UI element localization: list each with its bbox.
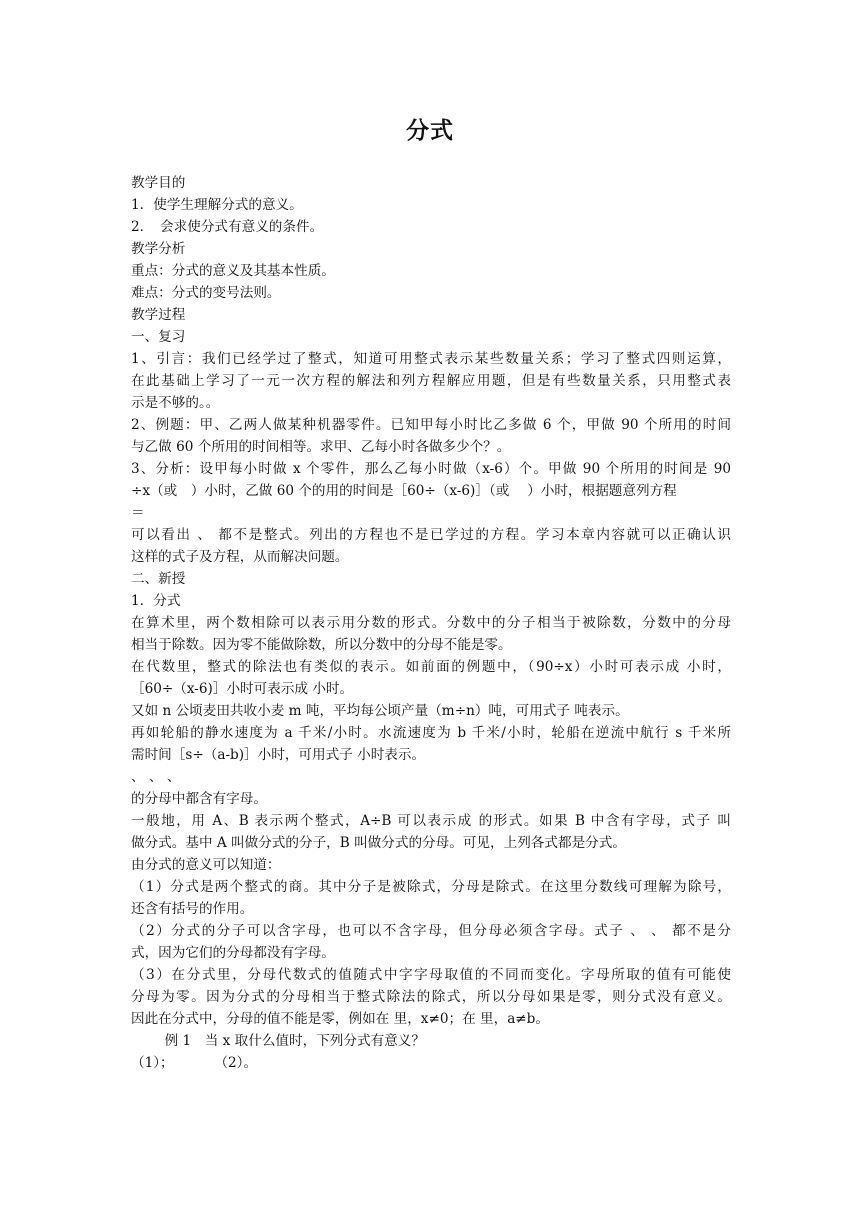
text-line: 2、例题：甲、乙两人做某种机器零件。已知甲每小时比乙多做 6 个，甲做 90 个所用的时间	[131, 417, 731, 433]
text-line: 1、引言：我们已经学过了整式，知道可用整式表示某些数量关系；学习了整式四则运算，	[131, 351, 731, 367]
text-line: 教学过程	[131, 307, 186, 323]
text-line: 2． 会求使分式有意义的条件。	[131, 219, 324, 235]
text-line: 再如轮船的静水速度为 a 千米/小时。水流速度为 b 千米/小时，轮船在逆流中航行 s 千米所	[131, 725, 731, 741]
text-line: 、 、 、	[131, 769, 181, 785]
text-line: ＝	[131, 505, 145, 521]
text-line: ÷x（或 ）小时，乙做 60 个的用的时间是［60÷（x-6)］（或 ）小时，根据题意列方程	[131, 483, 677, 499]
text-line: （1）分式是两个整式的商。其中分子是被除式，分母是除式。在这里分数线可理解为除号，	[131, 879, 731, 895]
text-line: 式，因为它们的分母都没有字母。	[131, 945, 335, 961]
text-line: 还含有括号的作用。	[131, 901, 254, 917]
text-line: 需时间［s÷（a-b)］小时，可用式子 小时表示。	[131, 747, 426, 763]
text-line: （3）在分式里，分母代数式的值随式中字字母取值的不同而变化。字母所取的值有可能使	[131, 967, 731, 983]
text-line: （2）分式的分子可以含字母，也可以不含字母，但分母必须含字母。式子 、 、 都不是分	[131, 923, 731, 939]
text-line: 二、新授	[131, 571, 186, 587]
text-line: 教学分析	[131, 241, 186, 257]
text-line: 又如 n 公顷麦田共收小麦 m 吨，平均每公顷产量（m÷n）吨，可用式子 吨表示。	[131, 703, 629, 719]
text-line: 难点：分式的变号法则。	[131, 285, 281, 301]
text-line: 在代数里，整式的除法也有类似的表示。如前面的例题中，（90÷x）小时可表示成 小时，	[131, 659, 731, 675]
text-line: 示是不够的。。	[131, 395, 220, 411]
text-line: 可以看出 、 都不是整式。列出的方程也不是已学过的方程。学习本章内容就可以正确认识	[131, 527, 731, 543]
text-line: 重点：分式的意义及其基本性质。	[131, 263, 335, 279]
text-line: 由分式的意义可以知道：	[131, 857, 281, 873]
text-line: 做分式。基中 A 叫做分式的分子，B 叫做分式的分母。可见，上列各式都是分式。	[131, 835, 626, 851]
text-line: 一般地，用 A、B 表示两个整式，A÷B 可以表示成 的形式。如果 B 中含有字母，式子 叫	[131, 813, 731, 829]
text-line: 一、复习	[131, 329, 186, 345]
text-line: 1．分式	[131, 593, 181, 609]
text-line: 在此基础上学习了一元一次方程的解法和列方程解应用题，但是有些数量关系，只用整式表	[131, 373, 731, 389]
text-line: 教学目的	[131, 175, 186, 191]
text-line: 分母为零。因为分式的分母相当于整式除法的除式，所以分母如果是零，则分式没有意义。	[131, 989, 731, 1005]
document-body	[131, 172, 731, 1074]
text-line: 这样的式子及方程，从而解决问题。	[131, 549, 349, 565]
text-line: 的分母中都含有字母。	[131, 791, 267, 807]
text-line: （1）； （2）。	[131, 1055, 258, 1071]
text-line: 相当于除数。因为零不能做除数，所以分数中的分母不能是零。	[131, 637, 512, 653]
text-line: 3、分析：设甲每小时做 x 个零件，那么乙每小时做（x-6）个。甲做 90 个所用的时间是 90	[131, 461, 731, 477]
text-line: 与乙做 60 个所用的时间相等。求甲、乙每小时各做多少个？。	[131, 439, 511, 455]
text-line: 因此在分式中，分母的值不能是零，例如在 里，x≠0；在 里，a≠b。	[131, 1011, 549, 1027]
text-line: 1．使学生理解分式的意义。	[131, 197, 303, 213]
text-line: 例 1 当 x 取什么值时，下列分式有意义？	[151, 1033, 425, 1049]
page-title: 分式	[406, 118, 454, 144]
text-line: ［60÷（x-6)］小时可表示成 小时。	[131, 681, 354, 697]
text-line: 在算术里，两个数相除可以表示用分数的形式。分数中的分子相当于被除数，分数中的分母	[131, 615, 731, 631]
